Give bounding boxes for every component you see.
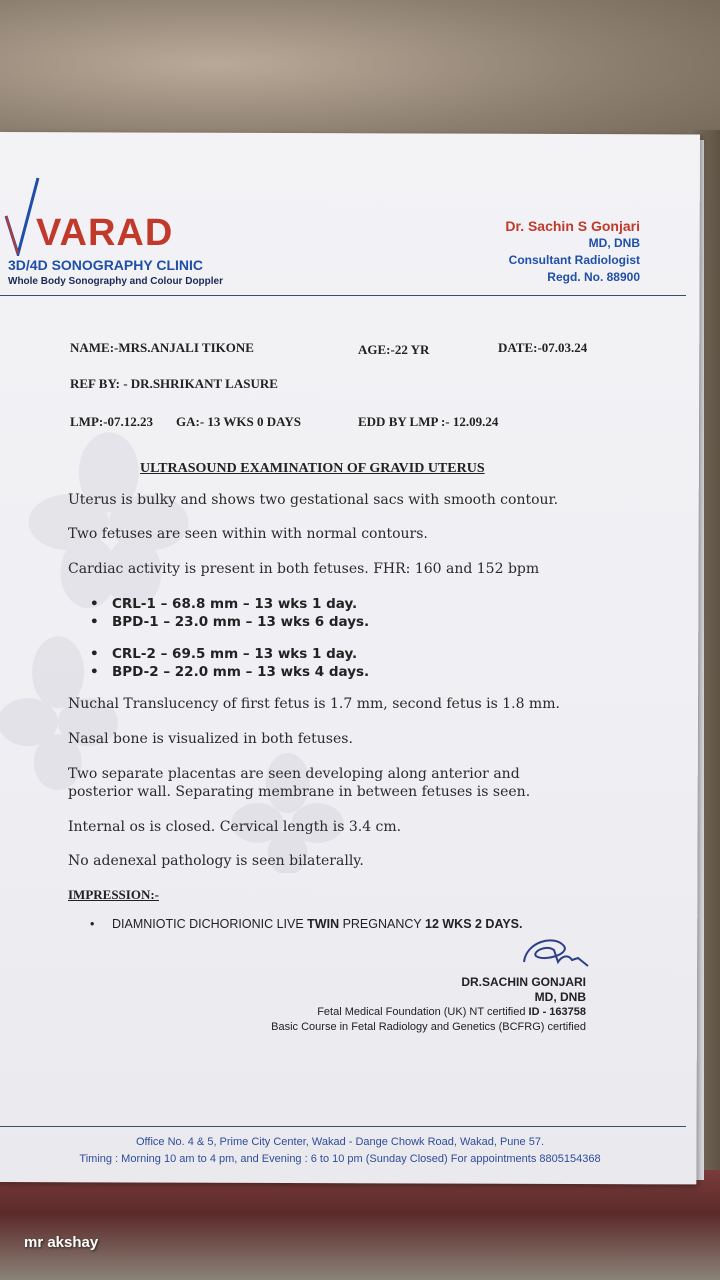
doctor-header [505, 218, 640, 286]
list-item: • CRL-1 – 68.8 mm – 13 wks 1 day. [90, 595, 369, 613]
finding-uterus: Uterus is bulky and shows two gestational sacs with smooth contour. [68, 492, 559, 508]
clinic-subtitle: 3D/4D SONOGRAPHY CLINIC [8, 257, 203, 273]
lmp: LMP:-07.12.23 [70, 414, 154, 429]
referred-by: REF BY: - DR.SHRIKANT LASURE [70, 376, 278, 391]
list-item: • BPD-1 – 23.0 mm – 13 wks 6 days. [90, 613, 369, 631]
doctor-title: Consultant Radiologist [508, 253, 640, 267]
finding-cervix: Internal os is closed. Cervical length is 3.4 cm. [68, 819, 402, 835]
signature-block [271, 975, 586, 1035]
patient-name: NAME:-MRS.ANJALI TIKONE [70, 340, 254, 355]
signature-scribble-icon [514, 932, 594, 976]
edd-by-lmp: EDD BY LMP :- 12.09.24 [358, 414, 499, 429]
biometry-list-2 [90, 645, 369, 681]
gestational-age: GA:- 13 WKS 0 DAYS [176, 414, 301, 429]
signatory-name: DR.SACHIN GONJARI [461, 975, 586, 989]
impression-heading: IMPRESSION:- [68, 887, 160, 902]
list-item: • CRL-2 – 69.5 mm – 13 wks 1 day. [90, 645, 369, 663]
footer-timing: Timing : Morning 10 am to 4 pm, and Evening : 6 to 10 pm (Sunday Closed) For appointments 8805154368 [79, 1153, 601, 1165]
biometry-list-1 [90, 595, 369, 631]
finding-adnexa: No adenexal pathology is seen bilaterally. [68, 853, 364, 869]
finding-cardiac: Cardiac activity is present in both fetuses. FHR: 160 and 152 bpm [68, 561, 540, 577]
doctor-regd: Regd. No. 88900 [547, 270, 640, 284]
report-title: ULTRASOUND EXAMINATION OF GRAVID UTERUS [140, 461, 485, 476]
doctor-degree: MD, DNB [588, 236, 640, 250]
signatory-cert-bcfrg: Basic Course in Fetal Radiology and Genetics (BCFRG) certified [271, 1021, 586, 1033]
finding-nuchal: Nuchal Translucency of first fetus is 1.7 mm, second fetus is 1.8 mm. [68, 696, 560, 712]
impression-text: • DIAMNIOTIC DICHORIONIC LIVE TWIN PREGNANCY 12 WKS 2 DAYS. [90, 917, 523, 931]
footer-address: Office No. 4 & 5, Prime City Center, Wakad - Dange Chowk Road, Wakad, Pune 57. [136, 1136, 544, 1148]
doctor-name: Dr. Sachin S Gonjari [505, 218, 640, 234]
finding-placentas: Two separate placentas are seen developing along anterior and posterior wall. Separating membrane in between fetuses is seen. [68, 766, 531, 800]
background-fabric-bottom [0, 1170, 720, 1280]
footer [40, 1134, 640, 1168]
list-item: • BPD-2 – 22.0 mm – 13 wks 4 days. [90, 663, 369, 681]
flower-watermark-icon [28, 432, 189, 613]
clinic-name: VARAD [36, 212, 174, 254]
finding-fetuses: Two fetuses are seen within with normal contours. [68, 526, 428, 542]
signatory-degree: MD, DNB [534, 990, 586, 1004]
signatory-cert-fmf: Fetal Medical Foundation (UK) NT certified ID - 163758 [317, 1006, 586, 1018]
header-divider [0, 295, 686, 296]
finding-nasal-bone: Nasal bone is visualized in both fetuses. [68, 731, 353, 747]
report-date: DATE:-07.03.24 [498, 340, 588, 355]
footer-divider [0, 1126, 686, 1127]
photo-watermark: mr akshay [24, 1234, 99, 1251]
clinic-tagline: Whole Body Sonography and Colour Doppler [8, 276, 223, 287]
varad-logo-mark-icon [4, 176, 40, 256]
patient-age: AGE:-22 YR [358, 342, 430, 357]
